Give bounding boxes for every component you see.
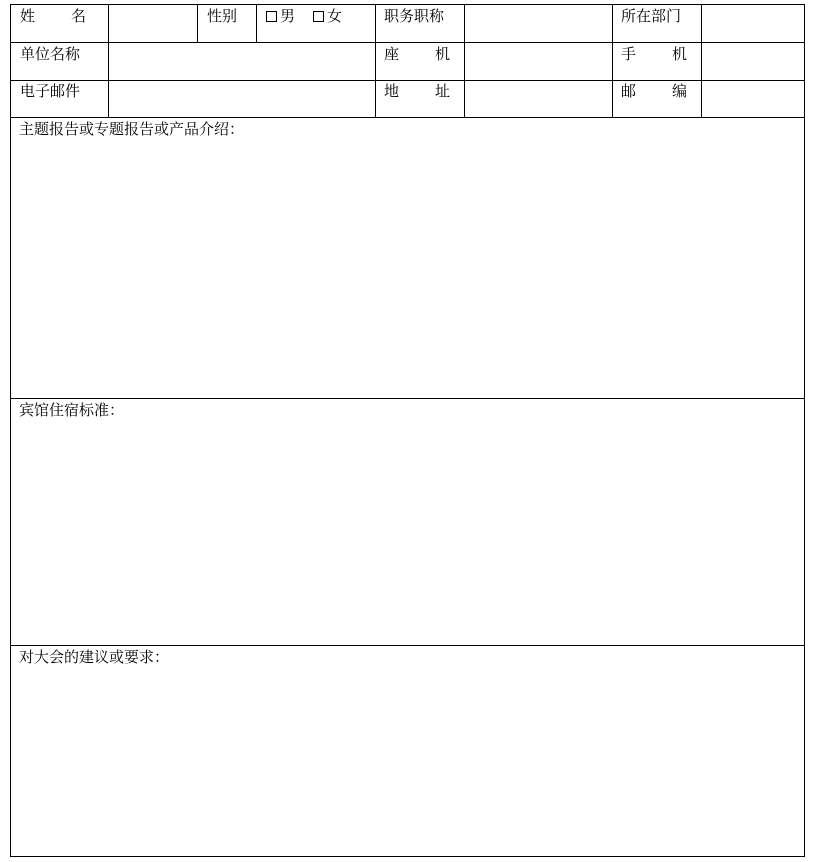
suggestions-section-label: 对大会的建议或要求： (19, 648, 170, 666)
email-field[interactable] (109, 81, 375, 117)
department-label: 所在部门 (621, 7, 682, 25)
suggestions-textarea[interactable] (11, 669, 804, 855)
section-divider-1 (11, 398, 804, 399)
title-field[interactable] (465, 5, 612, 42)
title-label: 职务职称 (384, 7, 445, 25)
postcode-field[interactable] (702, 81, 804, 117)
male-checkbox[interactable] (266, 11, 277, 22)
company-field[interactable] (109, 43, 375, 80)
mobile-label: 手 机 (621, 45, 687, 63)
col-divider-gender-1 (197, 5, 198, 42)
hotel-textarea[interactable] (11, 422, 804, 644)
gender-option-female[interactable]: 女 (313, 5, 342, 27)
address-field[interactable] (465, 81, 612, 117)
gender-option-male[interactable]: 男 (266, 5, 295, 27)
col-divider-5 (612, 5, 613, 117)
company-label: 单位名称 (20, 45, 81, 63)
report-section-label: 主题报告或专题报告或产品介绍： (19, 120, 245, 138)
mobile-field[interactable] (702, 43, 804, 80)
gender-options (266, 5, 342, 27)
address-label: 地 址 (384, 82, 450, 100)
email-label: 电子邮件 (20, 82, 81, 100)
gender-label: 性别 (207, 7, 238, 25)
department-field[interactable] (702, 5, 804, 42)
female-checkbox[interactable] (313, 11, 324, 22)
name-field[interactable] (109, 5, 197, 42)
landline-field[interactable] (465, 43, 612, 80)
col-divider-3 (375, 5, 376, 117)
registration-form (10, 4, 805, 857)
col-divider-gender-2 (256, 5, 257, 42)
hotel-section-label: 宾馆住宿标准： (19, 401, 125, 419)
postcode-label: 邮 编 (621, 82, 687, 100)
report-textarea[interactable] (11, 141, 804, 397)
landline-label: 座 机 (384, 45, 450, 63)
name-label: 姓 名 (20, 7, 86, 25)
